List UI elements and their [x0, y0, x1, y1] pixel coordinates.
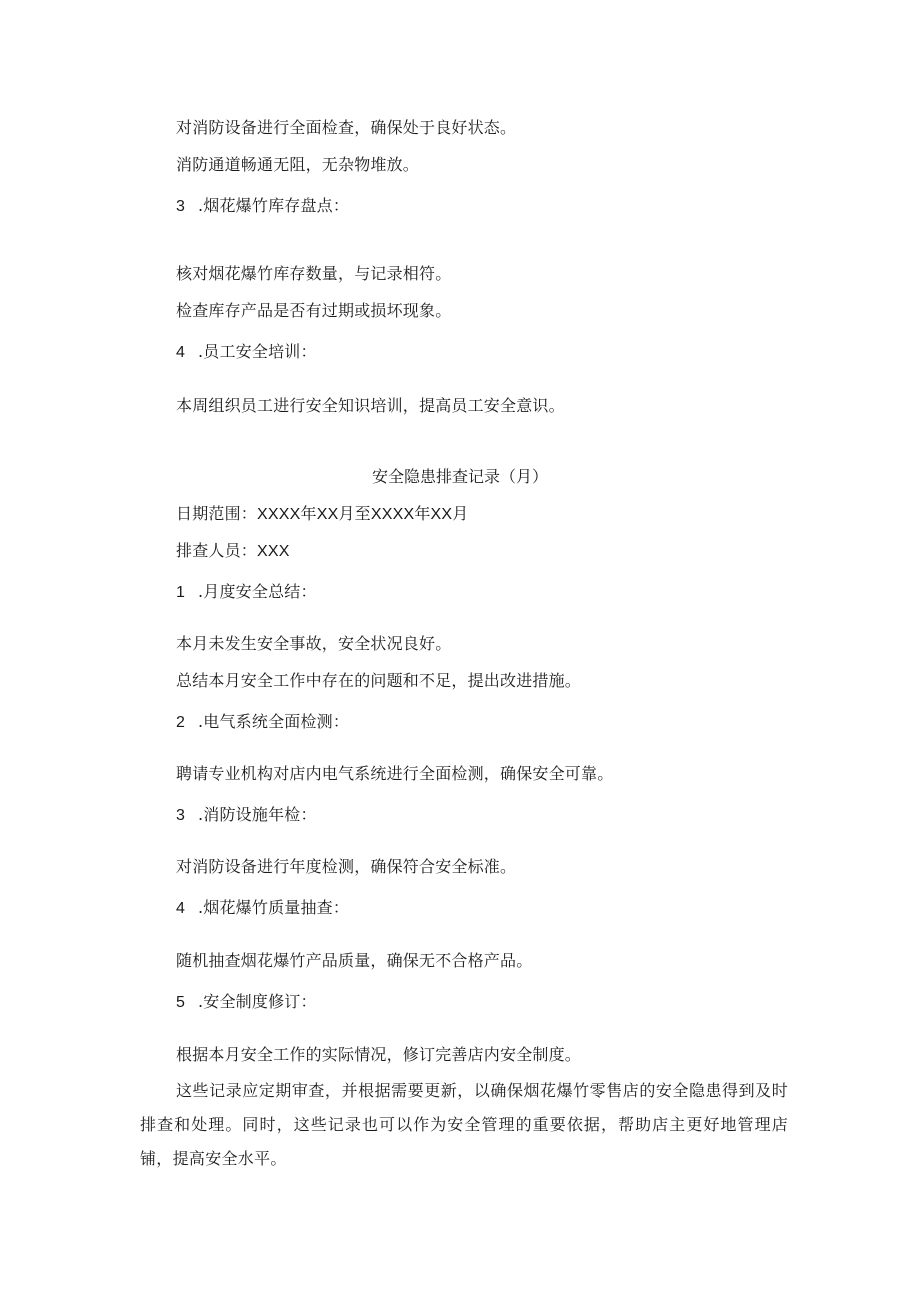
section-label: .安全制度修订：: [198, 992, 317, 1011]
section-heading-fire-annual: [176, 805, 317, 826]
electrical-line: 聘请专业机构对店内电气系统进行全面检测，确保安全可靠。: [176, 764, 614, 783]
closing-paragraph: 这些记录应定期审查，并根据需要更新，以确保烟花爆竹零售店的安全隐患得到及时排查和处理。同时，这些记录也可以作为安全管理的重要依据，帮助店主更好地管理店铺，提高安全水平。: [140, 1081, 788, 1168]
section-label: .电气系统全面检测：: [198, 712, 350, 731]
section-heading-electrical: [176, 712, 349, 733]
monthly-title: 安全隐患排查记录（月）: [371, 467, 548, 486]
summary-line: 总结本月安全工作中存在的问题和不足，提出改进措施。: [176, 671, 582, 690]
section-number: 3: [176, 198, 186, 215]
section-heading-summary: [176, 582, 317, 603]
fire-passage-line: 消防通道畅通无阻，无杂物堆放。: [176, 155, 420, 174]
section-heading-policy: [176, 992, 317, 1013]
section-number: 1: [176, 584, 186, 601]
fire-annual-line: 对消防设备进行年度检测，确保符合安全标准。: [176, 857, 517, 876]
section-label: .烟花爆竹库存盘点：: [198, 196, 350, 215]
inventory-line: 核对烟花爆竹库存数量，与记录相符。: [176, 264, 452, 283]
date-range: [176, 504, 468, 525]
inspector-value: XXX: [257, 543, 290, 560]
section-label: .员工安全培训：: [198, 342, 317, 361]
section-number: 4: [176, 900, 186, 917]
inventory-line: 检查库存产品是否有过期或损坏现象。: [176, 301, 452, 320]
section-label: .烟花爆竹质量抽查：: [198, 898, 350, 917]
section-label: .月度安全总结：: [198, 582, 317, 601]
fire-check-line: 对消防设备进行全面检查，确保处于良好状态。: [176, 118, 517, 137]
section-number: 5: [176, 994, 186, 1011]
policy-line: 根据本月安全工作的实际情况，修订完善店内安全制度。: [176, 1045, 582, 1064]
date-range-value: XXXX年XX月至XXXX年XX月: [257, 506, 469, 523]
inspector-label: 排查人员：: [176, 541, 258, 560]
date-range-label: 日期范围：: [176, 504, 258, 523]
section-heading-training: [176, 342, 317, 363]
section-label: .消防设施年检：: [198, 805, 317, 824]
section-heading-quality: [176, 898, 349, 919]
section-number: 4: [176, 344, 186, 361]
training-line: 本周组织员工进行安全知识培训，提高员工安全意识。: [176, 396, 565, 415]
inspector: [176, 541, 290, 562]
section-number: 2: [176, 714, 186, 731]
section-number: 3: [176, 807, 186, 824]
quality-line: 随机抽查烟花爆竹产品质量，确保无不合格产品。: [176, 951, 533, 970]
section-heading-inventory: [176, 196, 349, 217]
summary-line: 本月未发生安全事故，安全状况良好。: [176, 634, 452, 653]
